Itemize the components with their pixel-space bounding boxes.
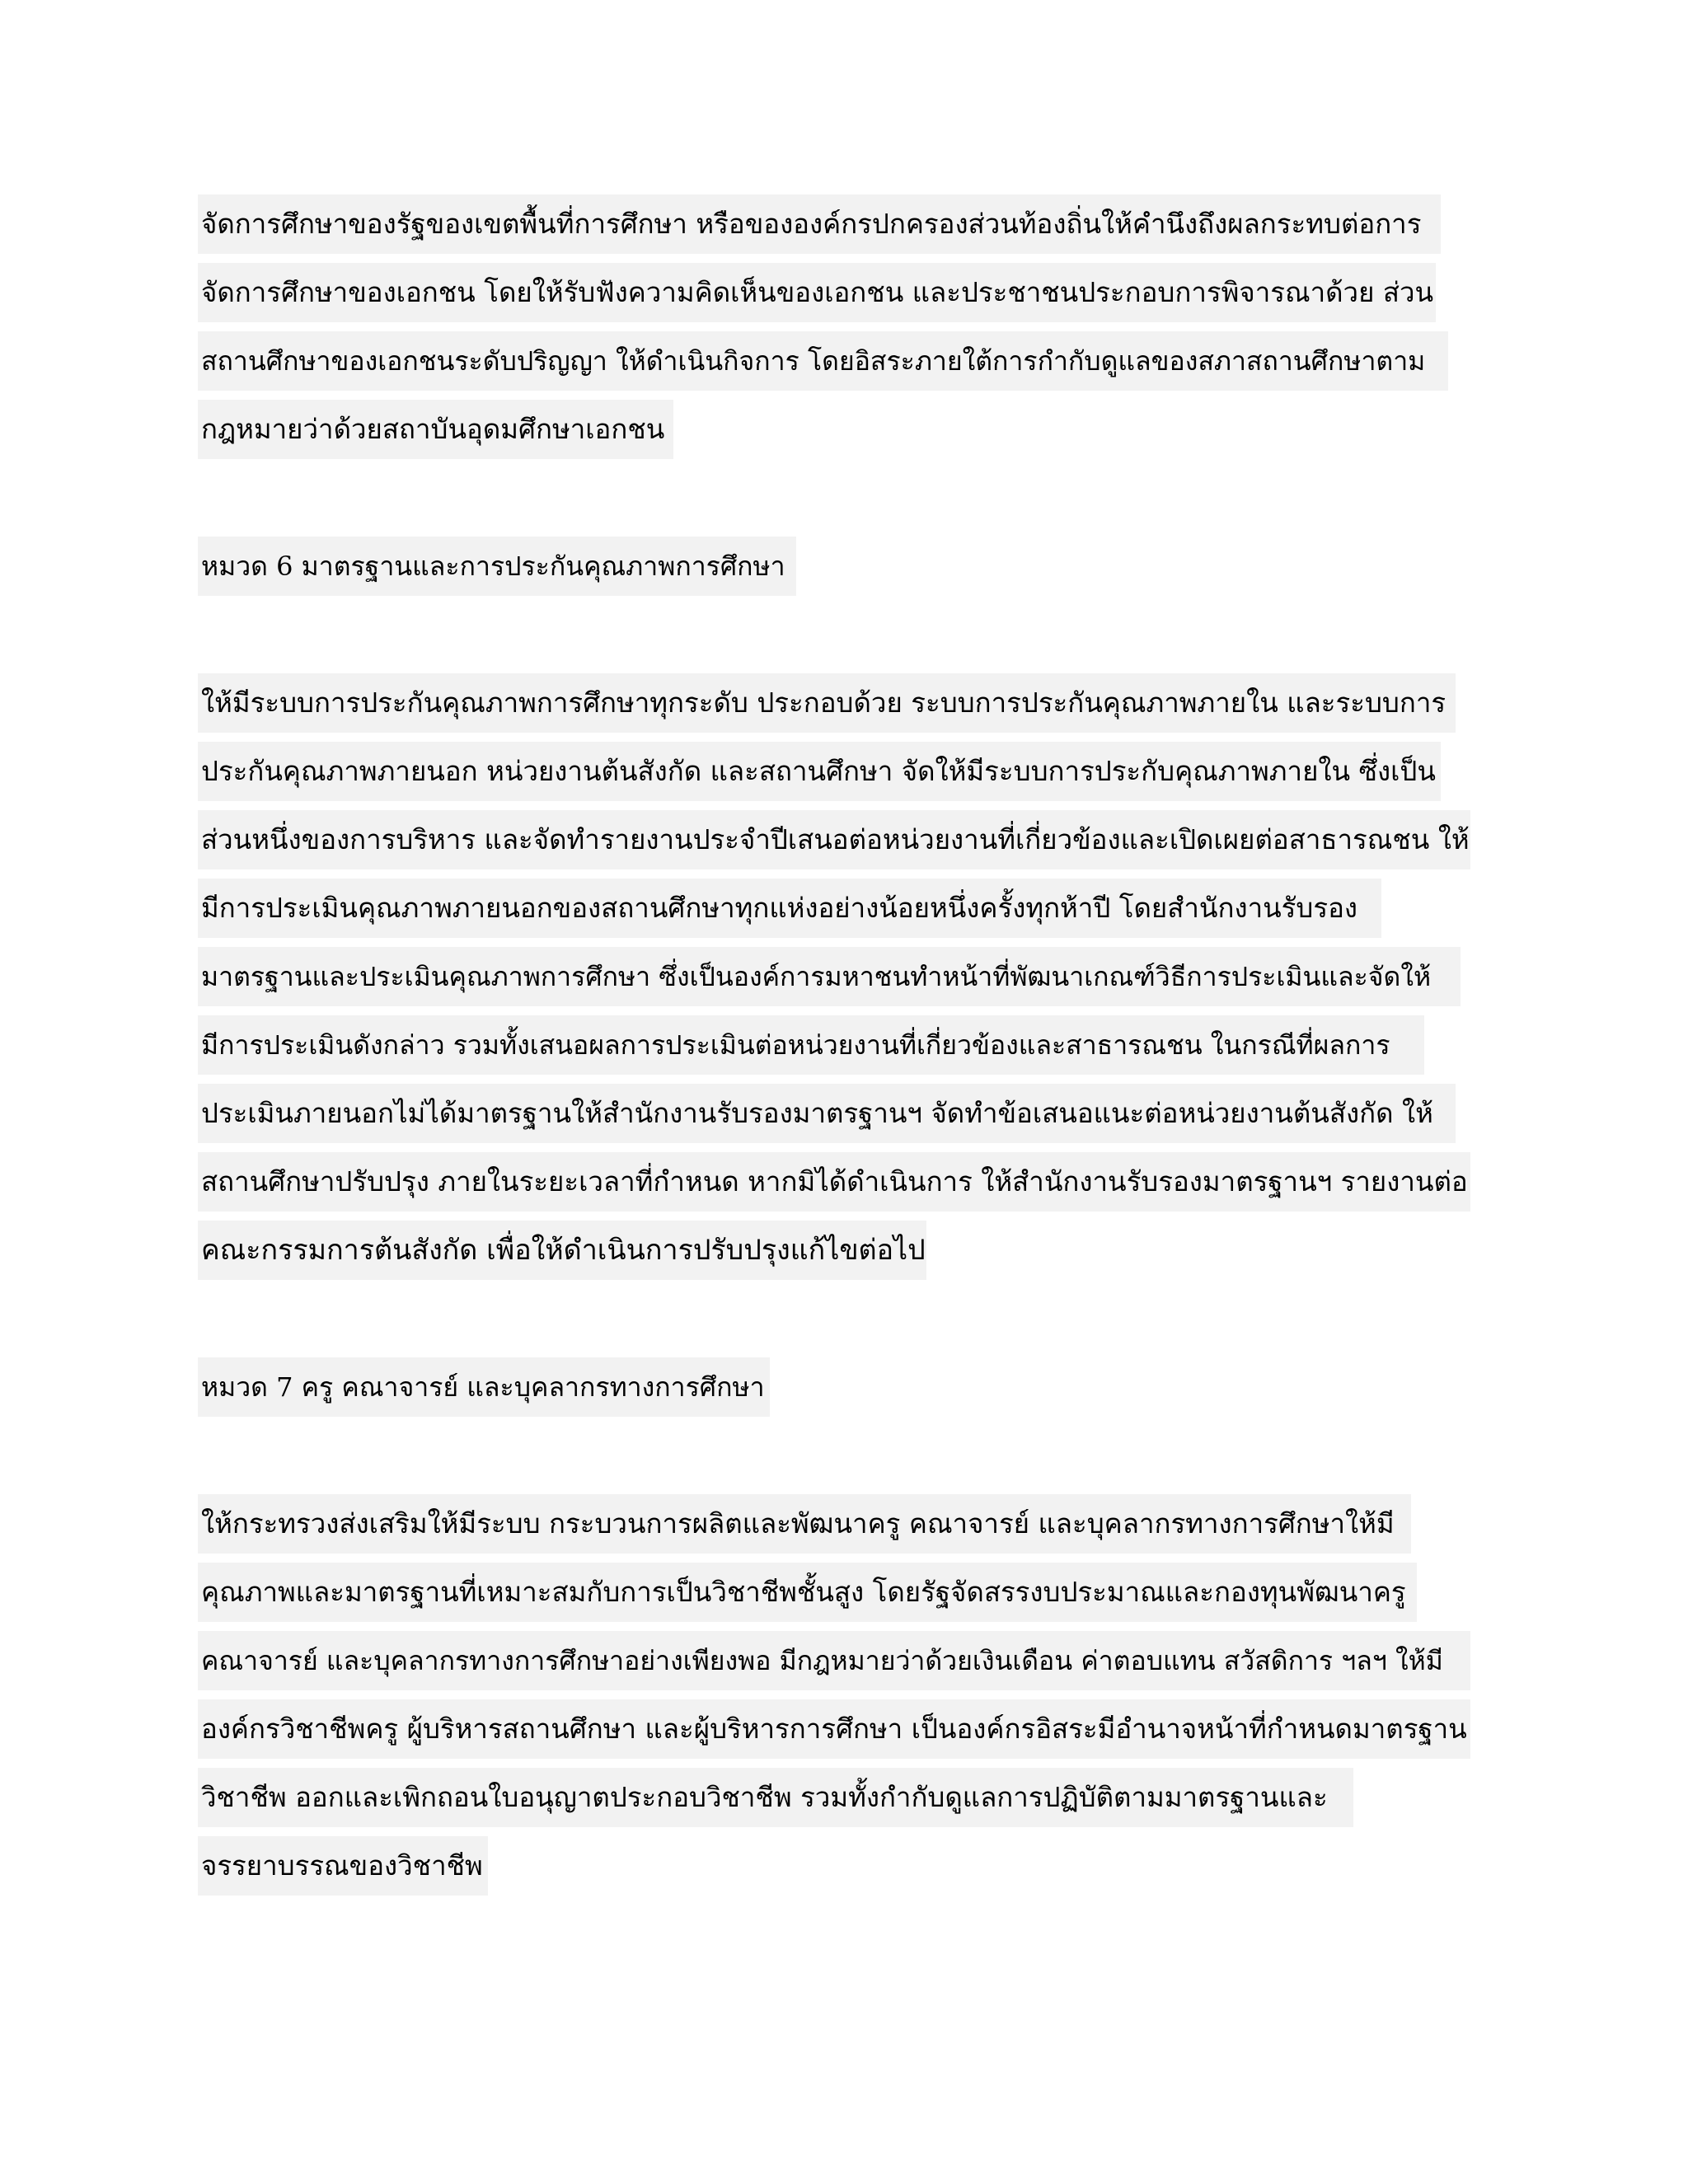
paragraph-3-line: วิชาชีพ ออกและเพิกถอนใบอนุญาตประกอบวิชาชีพ รวมทั้งกำกับดูแลการปฏิบัติตามมาตรฐานและ (198, 1768, 1353, 1827)
paragraph-2-line: ประกันคุณภาพภายนอก หน่วยงานต้นสังกัด และสถานศึกษา จัดให้มีระบบการประกับคุณภาพภายใน ซึ่งเป็น (198, 742, 1441, 801)
paragraph-2-line: ส่วนหนึ่งของการบริหาร และจัดทำรายงานประจำปีเสนอต่อหน่วยงานที่เกี่ยวข้องและเปิดเผยต่อสาธารณชน ให้ (198, 810, 1470, 869)
paragraph-2-line: มีการประเมินคุณภาพภายนอกของสถานศึกษาทุกแห่งอย่างน้อยหนึ่งครั้งทุกห้าปี โดยสำนักงานรับรอง (198, 879, 1381, 938)
paragraph-3-line: ให้กระทรวงส่งเสริมให้มีระบบ กระบวนการผลิตและพัฒนาครู คณาจารย์ และบุคลากรทางการศึกษาให้มี (198, 1494, 1411, 1554)
paragraph-1-line: สถานศึกษาของเอกชนระดับปริญญา ให้ดำเนินกิจการ โดยอิสระภายใต้การกำกับดูแลของสภาสถานศึกษาตาม (198, 331, 1448, 391)
paragraph-2-line: ประเมินภายนอกไม่ได้มาตรฐานให้สำนักงานรับรองมาตรฐานฯ จัดทำข้อเสนอแนะต่อหน่วยงานต้นสังกัด ให้ (198, 1084, 1456, 1143)
paragraph-2-line: ให้มีระบบการประกันคุณภาพการศึกษาทุกระดับ ประกอบด้วย ระบบการประกันคุณภาพภายใน และระบบการ (198, 673, 1456, 733)
paragraph-3-line: จรรยาบรรณของวิชาชีพ (198, 1836, 488, 1896)
paragraph-2-line: มาตรฐานและประเมินคุณภาพการศึกษา ซึ่งเป็นองค์การมหาชนทำหน้าที่พัฒนาเกณฑ์วิธีการประเมินและจัดให้ (198, 947, 1461, 1006)
paragraph-1-line: จัดการศึกษาของรัฐของเขตพื้นที่การศึกษา หรือขององค์กรปกครองส่วนท้องถิ่นให้คำนึงถึงผลกระทบต่อการ (198, 194, 1441, 254)
paragraph-2-line: คณะกรรมการต้นสังกัด เพื่อให้ดำเนินการปรับปรุงแก้ไขต่อไป (198, 1221, 926, 1280)
paragraph-2-line: สถานศึกษาปรับปรุง ภายในระยะเวลาที่กำหนด หากมิได้ดำเนินการ ให้สำนักงานรับรองมาตรฐานฯ รายงานต่อ (198, 1152, 1470, 1212)
paragraph-2-line: มีการประเมินดังกล่าว รวมทั้งเสนอผลการประเมินต่อหน่วยงานที่เกี่ยวข้องและสาธารณชน ในกรณีที่ผลการ (198, 1015, 1424, 1075)
paragraph-3-line: คุณภาพและมาตรฐานที่เหมาะสมกับการเป็นวิชาชีพชั้นสูง โดยรัฐจัดสรรงบประมาณและกองทุนพัฒนาครู (198, 1563, 1417, 1622)
paragraph-3-line: องค์กรวิชาชีพครู ผู้บริหารสถานศึกษา และผู้บริหารการศึกษา เป็นองค์กรอิสระมีอำนาจหน้าที่กำหนดมาตรฐาน (198, 1699, 1470, 1759)
section-heading-7: หมวด 7 ครู คณาจารย์ และบุคลากรทางการศึกษา (198, 1357, 770, 1417)
paragraph-1-line: จัดการศึกษาของเอกชน โดยให้รับฟังความคิดเห็นของเอกชน และประชาชนประกอบการพิจารณาด้วย ส่วน (198, 263, 1436, 322)
section-heading-6: หมวด 6 มาตรฐานและการประกันคุณภาพการศึกษา (198, 537, 796, 596)
paragraph-3-line: คณาจารย์ และบุคลากรทางการศึกษาอย่างเพียงพอ มีกฎหมายว่าด้วยเงินเดือน ค่าตอบแทน สวัสดิการ ฯลฯ ให้มี (198, 1631, 1470, 1690)
paragraph-1-line: กฎหมายว่าด้วยสถาบันอุดมศึกษาเอกชน (198, 400, 673, 459)
